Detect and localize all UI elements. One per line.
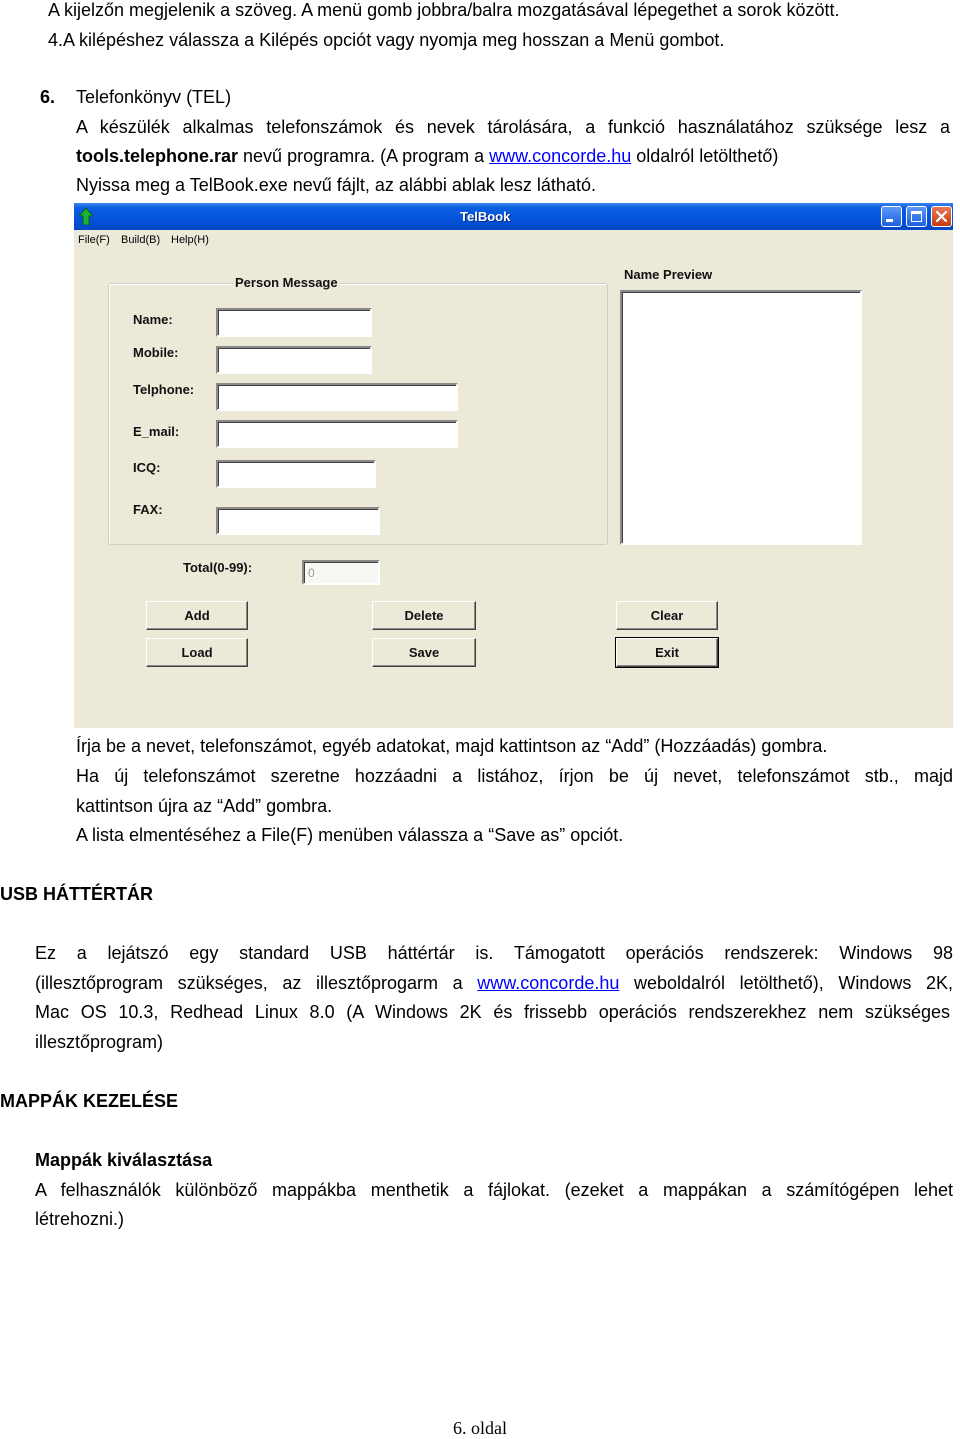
name-input[interactable] (216, 308, 372, 337)
telphone-input[interactable] (216, 383, 458, 411)
usb-heading: USB HÁTTÉRTÁR (0, 884, 153, 904)
folders-paragraph-line: létrehozni.) (35, 1209, 125, 1229)
exit-button[interactable]: Exit (616, 638, 718, 667)
usb-paragraph-line: Mac OS 10.3, Redhead Linux 8.0 (A Windows 2K és frissebb operációs rendszerekhez nem szükséges (35, 1002, 950, 1022)
menu-help[interactable]: Help(H) (171, 234, 209, 246)
concorde-link[interactable]: www.concorde.hu (477, 973, 620, 993)
folders-paragraph-line: A felhasználók különböző mappákba menthetik a fájlokat. (ezeket a mappákan a számítógépen lehet (35, 1180, 953, 1200)
page-number: 6. oldal (453, 1418, 507, 1438)
paragraph-text: (illesztőprogram szükséges, az illesztőprogarm a (35, 973, 478, 993)
group-label: Person Message (235, 275, 338, 290)
instruction-line: Írja be a nevet, telefonszámot, egyéb adatokat, majd kattintson az “Add” (Hozzáadás) gombra. (76, 736, 828, 756)
icq-input[interactable] (216, 460, 376, 488)
fax-input[interactable] (216, 507, 380, 535)
instruction-line: Ha új telefonszámot szeretne hozzáadni a listához, írjon be új nevet, telefonszámot stb., majd (76, 766, 953, 786)
email-input[interactable] (216, 420, 458, 448)
paragraph-text: nevű programra. (A program a (238, 146, 490, 166)
usb-paragraph-line: illesztőprogram) (35, 1032, 164, 1052)
load-button[interactable]: Load (146, 638, 248, 667)
folders-heading: MAPPÁK KEZELÉSE (0, 1091, 179, 1111)
section-paragraph-line (76, 146, 778, 166)
section-paragraph-line: Nyissa meg a TelBook.exe nevű fájlt, az alábbi ablak lesz látható. (76, 175, 596, 195)
section-title: Telefonkönyv (TEL) (76, 87, 232, 107)
paragraph-text: oldalról letölthető) (631, 146, 779, 166)
instruction-line: A lista elmentéséhez a File(F) menüben válassza a “Save as” opciót. (76, 825, 624, 845)
menu-file[interactable]: File(F) (78, 234, 110, 246)
section-paragraph-line: A készülék alkalmas telefonszámok és nevek tárolására, a funkció használatához szüksége lesz a (76, 117, 950, 137)
instruction-line: kattintson újra az “Add” gombra. (76, 796, 333, 816)
name-preview-list[interactable] (620, 290, 862, 545)
intro-line: 4.A kilépéshez válassza a Kilépés opciót vagy nyomja meg hosszan a Menü gombot. (48, 30, 725, 50)
name-label: Name: (133, 312, 173, 327)
fax-label: FAX: (133, 502, 163, 517)
window-title: TelBook (460, 209, 511, 224)
title-bar[interactable] (74, 203, 953, 230)
total-label: Total(0-99): (183, 560, 253, 575)
name-preview-label: Name Preview (624, 267, 713, 282)
usb-paragraph-line (35, 973, 953, 993)
section-number: 6. (40, 87, 56, 107)
save-button[interactable]: Save (372, 638, 476, 667)
telphone-label: Telphone: (133, 382, 195, 397)
telbook-window (74, 203, 953, 728)
minimize-icon (882, 207, 901, 226)
paragraph-text: weboldalról letölthető), Windows 2K, (619, 973, 953, 993)
mobile-input[interactable] (216, 346, 372, 374)
usb-paragraph-line: Ez a lejátszó egy standard USB háttértár is. Támogatott operációs rendszerek: Windows 98 (35, 943, 953, 963)
close-icon (932, 207, 951, 226)
total-count-field (302, 560, 380, 585)
minimize-button[interactable] (881, 206, 902, 227)
program-filename: tools.telephone.rar (76, 146, 239, 166)
intro-line: A kijelzőn megjelenik a szöveg. A menü gomb jobbra/balra mozgatásával lépegethet a sorok között. (48, 0, 840, 20)
delete-button[interactable]: Delete (372, 601, 476, 630)
menu-bar (74, 230, 953, 251)
add-button[interactable]: Add (146, 601, 248, 630)
app-icon (79, 208, 93, 225)
email-label: E_mail: (133, 424, 180, 439)
maximize-icon (907, 207, 926, 226)
concorde-link[interactable]: www.concorde.hu (489, 146, 632, 166)
close-button[interactable] (931, 206, 952, 227)
icq-label: ICQ: (133, 460, 161, 475)
maximize-button[interactable] (906, 206, 927, 227)
menu-build[interactable]: Build(B) (121, 234, 161, 246)
mobile-label: Mobile: (133, 345, 179, 360)
clear-button[interactable]: Clear (616, 601, 718, 630)
folders-subheading: Mappák kiválasztása (35, 1150, 213, 1170)
